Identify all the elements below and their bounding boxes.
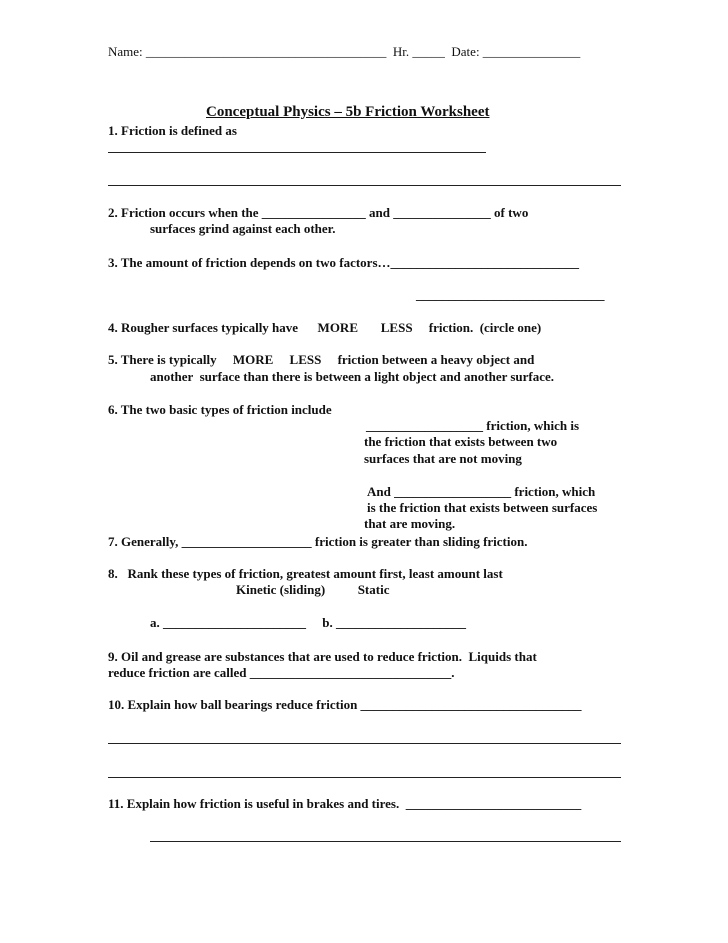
answer-line[interactable]: [150, 841, 621, 842]
question-2-continued: surfaces grind against each other.: [150, 221, 336, 236]
question-6: 6. The two basic types of friction include: [108, 402, 332, 417]
question-6-text: the friction that exists between two: [364, 434, 558, 449]
question-8-answers[interactable]: a. ______________________ b. ____________________: [150, 615, 466, 630]
answer-line[interactable]: [108, 743, 621, 744]
question-4: 4. Rougher surfaces typically have MORE LESS friction. (circle one): [108, 320, 542, 335]
question-8: 8. Rank these types of friction, greatest amount first, least amount last: [108, 566, 503, 581]
question-2: 2. Friction occurs when the ________________ and _______________ of two: [108, 205, 529, 220]
question-6-kinetic-line: And __________________ friction, which: [367, 484, 596, 499]
question-11: 11. Explain how friction is useful in brakes and tires. ___________________________: [108, 796, 582, 811]
question-6-text: is the friction that exists between surfaces: [367, 500, 598, 515]
question-8-options: Kinetic (sliding) Static: [236, 582, 390, 597]
question-3-answer-line[interactable]: _____________________________: [416, 287, 605, 302]
question-10: 10. Explain how ball bearings reduce friction __________________________________: [108, 697, 582, 712]
question-6-static-line: __________________ friction, which is: [366, 418, 580, 433]
answer-line[interactable]: [108, 185, 621, 186]
answer-line[interactable]: [108, 777, 621, 778]
name-hr-date-line: Name: _____________________________________ Hr. _____ Date: _______________: [108, 44, 581, 59]
question-9-continued: reduce friction are called _______________________________.: [108, 665, 455, 680]
question-6-text: that are moving.: [364, 516, 456, 531]
question-9: 9. Oil and grease are substances that are used to reduce friction. Liquids that: [108, 649, 537, 664]
question-1: 1. Friction is defined as: [108, 123, 237, 138]
worksheet-title: Conceptual Physics – 5b Friction Worksheet: [206, 104, 490, 120]
question-3: 3. The amount of friction depends on two factors…_____________________________: [108, 255, 580, 270]
question-7: 7. Generally, ____________________ friction is greater than sliding friction.: [108, 534, 528, 549]
question-6-text: surfaces that are not moving: [364, 451, 522, 466]
question-5: 5. There is typically MORE LESS friction between a heavy object and: [108, 352, 535, 367]
question-5-continued: another surface than there is between a light object and another surface.: [150, 369, 555, 384]
answer-line[interactable]: [108, 152, 486, 153]
